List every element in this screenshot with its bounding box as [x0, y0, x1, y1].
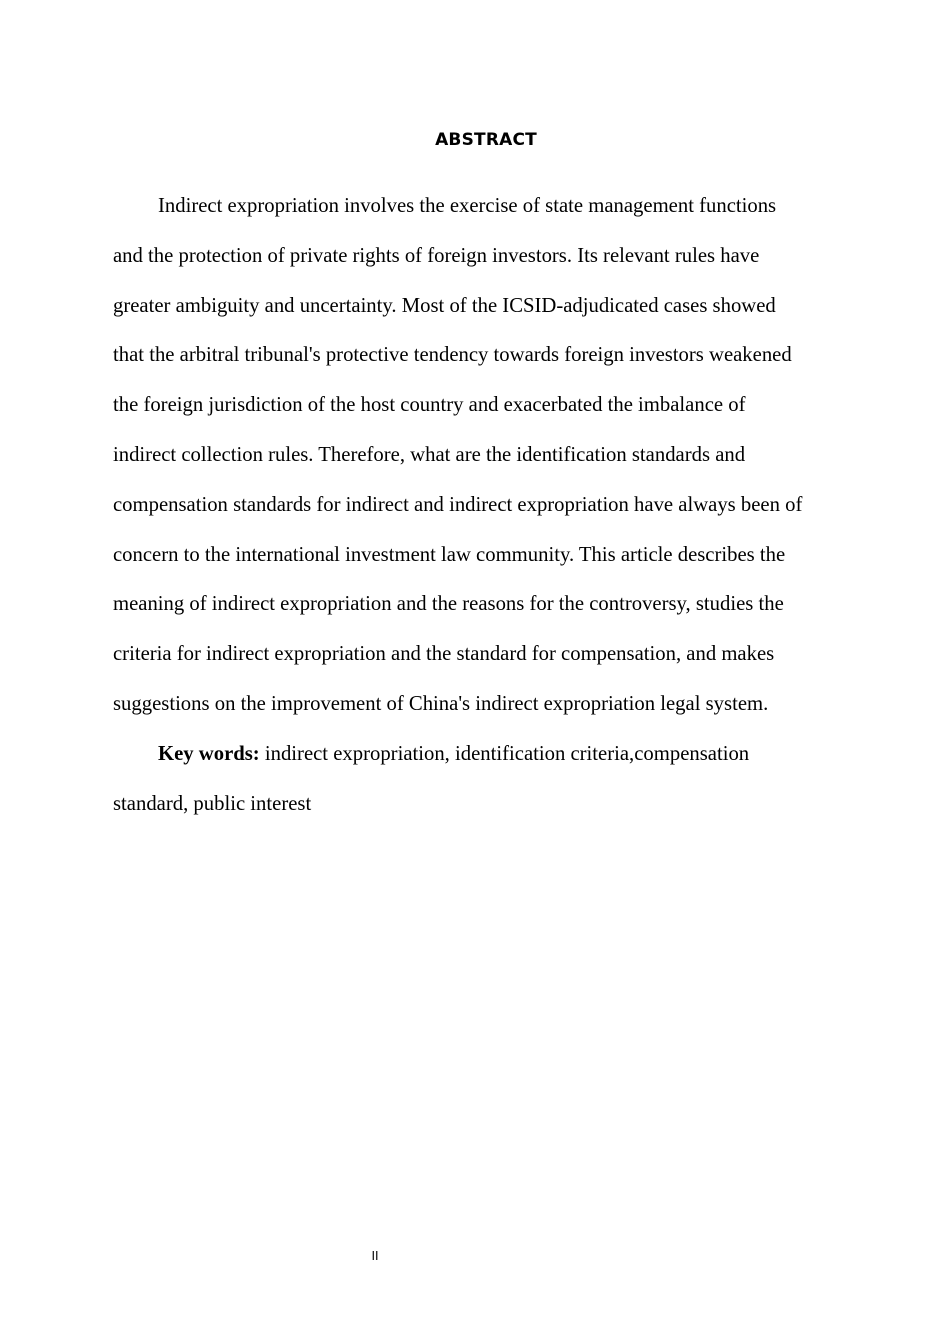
keywords-label: Key words: [158, 743, 260, 765]
keywords-line [113, 730, 861, 780]
keywords-paragraph [113, 730, 861, 830]
abstract-line: the foreign jurisdiction of the host country and exacerbated the imbalance of [113, 394, 746, 417]
abstract-line: that the arbitral tribunal's protective tendency towards foreign investors weakened [113, 344, 792, 367]
abstract-line: meaning of indirect expropriation and the reasons for the controversy, studies the [113, 593, 784, 616]
abstract-line: greater ambiguity and uncertainty. Most of the ICSID-adjudicated cases showed [113, 294, 776, 317]
abstract-line: and the protection of private rights of foreign investors. Its relevant rules have [113, 244, 760, 267]
keywords-values: indirect expropriation, identification criteria,compensation [259, 743, 750, 765]
abstract-line: compensation standards for indirect and indirect expropriation have always been of [113, 493, 803, 516]
abstract-line: concern to the international investment law community. This article describes the [113, 543, 786, 566]
abstract-line: Indirect expropriation involves the exercise of state management functions [158, 195, 777, 217]
page-number: II [371, 1249, 379, 1263]
abstract-line: indirect collection rules. Therefore, what are the identification standards and [113, 443, 746, 466]
abstract-line: suggestions on the improvement of China's indirect expropriation legal system. [113, 692, 769, 715]
abstract-line: criteria for indirect expropriation and the standard for compensation, and makes [113, 643, 775, 666]
abstract-heading: ABSTRACT [435, 130, 537, 150]
keywords-line: standard, public interest [113, 792, 312, 815]
abstract-paragraph [113, 182, 861, 730]
